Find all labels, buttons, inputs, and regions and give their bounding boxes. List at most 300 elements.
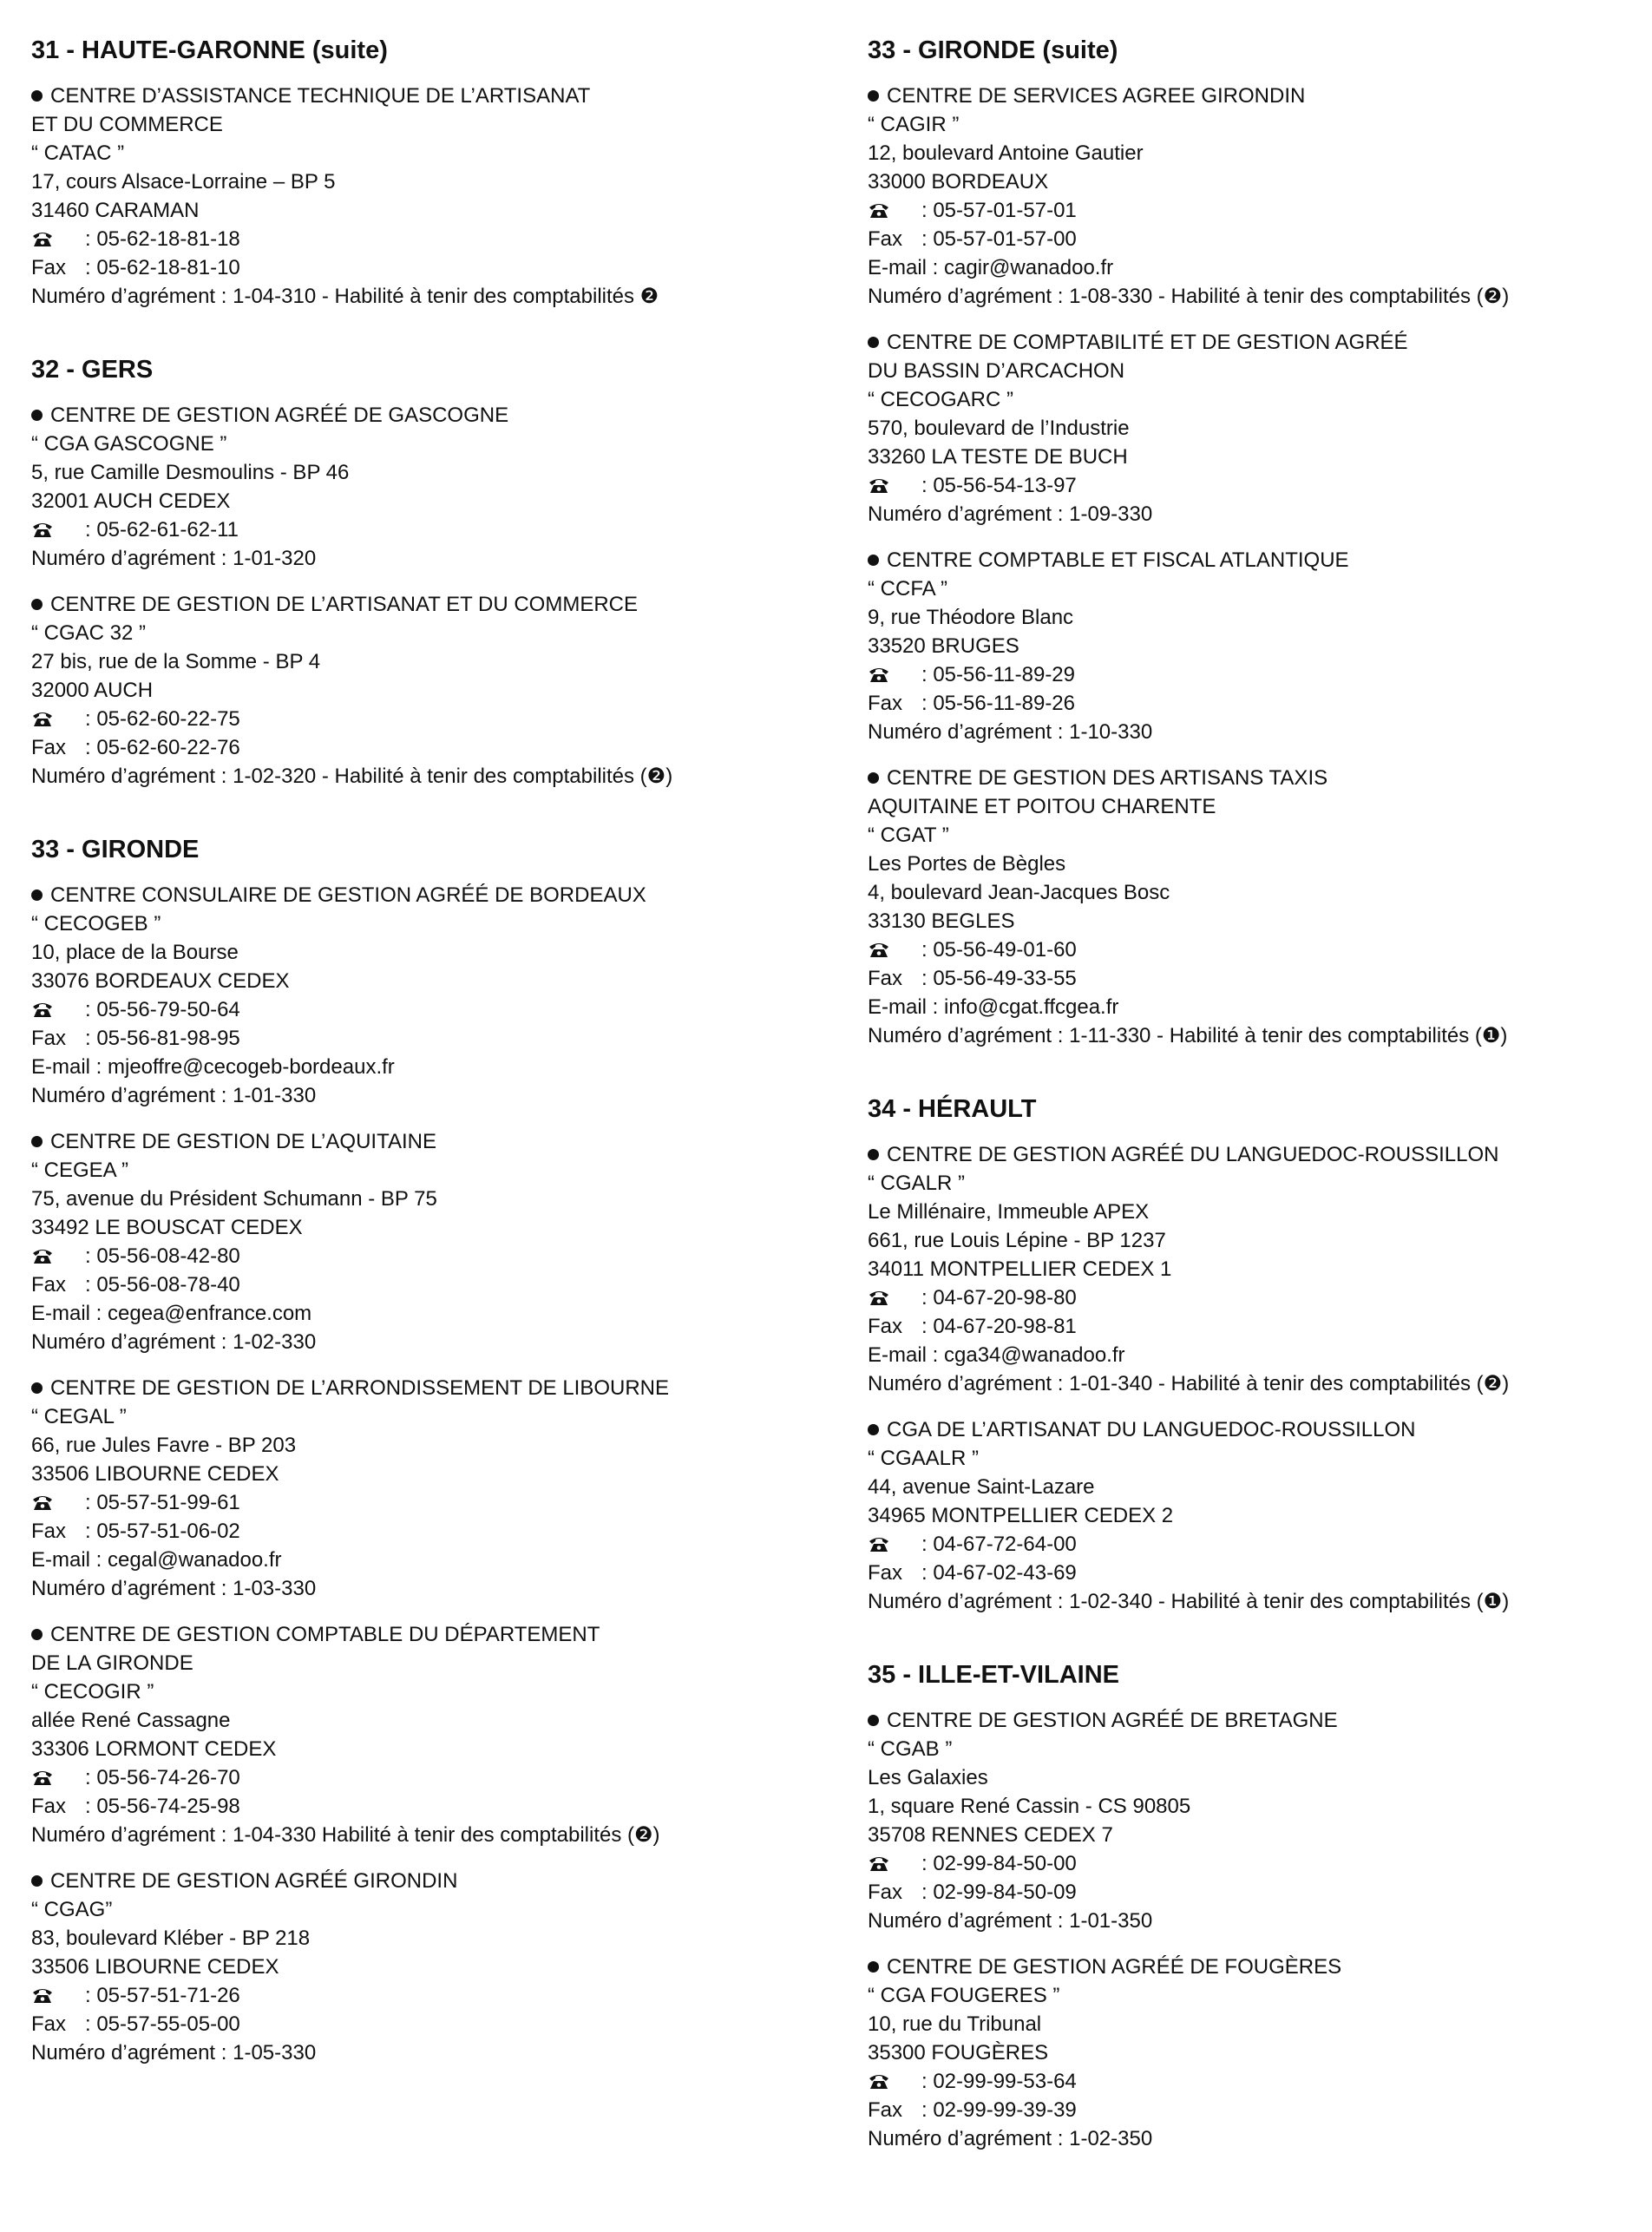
phone-icon: [868, 2071, 890, 2091]
entry-line: [31, 938, 838, 967]
line-text: 33520 BRUGES: [868, 634, 1019, 658]
entry-line: [31, 1185, 838, 1213]
line-text: CENTRE DE GESTION AGRÉÉ GIRONDIN: [50, 1869, 458, 1893]
phone-number: : 05-56-54-13-97: [921, 474, 1077, 497]
line-text: CENTRE DE COMPTABILITÉ ET DE GESTION AGRÉÉ: [887, 331, 1408, 354]
phone-number: : 05-57-51-99-61: [85, 1491, 240, 1514]
phone-icon-wrap: [868, 660, 921, 689]
section-gap: [868, 1616, 1652, 1659]
agrement-text: Numéro d’agrément : 1-04-330 Habilité à tenir des comptabilités (: [31, 1823, 635, 1847]
email-line: E-mail : cagir@wanadoo.fr: [868, 256, 1114, 279]
bullet-icon: [31, 1629, 43, 1640]
phone-icon-wrap: [868, 471, 921, 500]
entry-line: [868, 1763, 1652, 1792]
fax-label: Fax: [31, 1273, 67, 1297]
bullet-icon: [868, 1961, 879, 1973]
fax-label: Fax: [31, 256, 67, 279]
directory-entry: [868, 82, 1652, 311]
email-line: E-mail : info@cgat.ffcgea.fr: [868, 995, 1119, 1019]
entry-gap: [31, 1356, 838, 1374]
line-text: 33076 BORDEAUX CEDEX: [31, 969, 290, 993]
entry-name: [868, 1415, 1652, 1444]
fax-label: Fax: [868, 227, 903, 251]
fax-number: : 05-56-08-78-40: [85, 1273, 240, 1297]
phone-icon: [868, 1288, 890, 1307]
entry-line: [31, 967, 838, 995]
line-text: “ CECOGEB ”: [31, 912, 161, 935]
entry-name: [31, 590, 838, 619]
phone-line: [868, 2067, 1652, 2096]
agrement-badge: ❷: [639, 285, 659, 308]
line-text: 83, boulevard Kléber - BP 218: [31, 1927, 311, 1950]
agrement-line: [868, 1907, 1652, 1935]
entry-line: [868, 907, 1652, 935]
line-text: CENTRE DE GESTION AGRÉÉ DE GASCOGNE: [50, 404, 509, 427]
entry-line: [868, 792, 1652, 821]
phone-icon-wrap: [868, 196, 921, 225]
phone-line: [868, 935, 1652, 964]
phone-line: [868, 1849, 1652, 1878]
phone-line: [868, 1530, 1652, 1559]
fax-line: [31, 253, 838, 282]
phone-icon-wrap: [31, 1763, 85, 1792]
fax-line: [31, 2010, 838, 2038]
bullet-icon: [31, 1382, 43, 1394]
directory-entry: [868, 328, 1652, 528]
agrement-text: Numéro d’agrément : 1-04-310 - Habilité à tenir des comptabilités: [31, 285, 640, 308]
line-text: 32000 AUCH: [31, 679, 154, 702]
entry-line: [868, 357, 1652, 385]
directory-entry: [868, 764, 1652, 1050]
line-text: 33130 BEGLES: [868, 909, 1015, 933]
bullet-icon: [868, 1715, 879, 1726]
phone-icon-wrap: [868, 935, 921, 964]
phone-line: [31, 515, 838, 544]
phone-icon: [868, 1854, 890, 1873]
entry-name: [868, 82, 1652, 110]
line-text: 34965 MONTPELLIER CEDEX 2: [868, 1504, 1174, 1527]
fax-label: Fax: [31, 2012, 67, 2036]
entry-name: [868, 546, 1652, 574]
phone-line: [31, 1763, 838, 1792]
entry-line: [868, 1792, 1652, 1821]
line-text: DE LA GIRONDE: [31, 1651, 193, 1675]
line-text: “ CEGEA ”: [31, 1159, 129, 1182]
line-text: 9, rue Théodore Blanc: [868, 606, 1074, 629]
agrement-line: [868, 1021, 1652, 1050]
entry-line: [868, 443, 1652, 471]
line-text: CENTRE DE GESTION AGRÉÉ DE FOUGÈRES: [887, 1955, 1342, 1979]
line-text: 4, boulevard Jean-Jacques Bosc: [868, 881, 1170, 904]
entry-line: [31, 1156, 838, 1185]
line-text: “ CECOGARC ”: [868, 388, 1013, 411]
entry-line: [868, 1169, 1652, 1198]
phone-icon-wrap: [868, 2067, 921, 2096]
entry-name: [868, 1953, 1652, 1981]
line-text: 17, cours Alsace-Lorraine – BP 5: [31, 170, 336, 194]
phone-icon-wrap: [31, 1242, 85, 1270]
line-text: 12, boulevard Antoine Gautier: [868, 141, 1144, 165]
entry-gap: [868, 528, 1652, 546]
phone-icon-wrap: [868, 1283, 921, 1312]
fax-label: Fax: [868, 1315, 903, 1338]
bullet-icon: [868, 772, 879, 784]
entry-gap: [31, 1603, 838, 1620]
entry-line: [868, 2010, 1652, 2038]
heading-gap: [31, 385, 838, 401]
heading-gap: [868, 66, 1652, 82]
phone-icon-wrap: [31, 1488, 85, 1517]
line-text: “ CAGIR ”: [868, 113, 960, 136]
entry-name: [31, 1374, 838, 1402]
section-heading: 34 - HÉRAULT: [868, 1095, 1037, 1123]
line-text: 27 bis, rue de la Somme - BP 4: [31, 650, 321, 673]
fax-label: Fax: [868, 967, 903, 990]
entry-name: [868, 328, 1652, 357]
line-text: “ CGA GASCOGNE ”: [31, 432, 227, 456]
phone-icon: [31, 709, 54, 728]
bullet-icon: [31, 410, 43, 421]
entry-line: [31, 676, 838, 705]
agrement-text: Numéro d’agrément : 1-02-340 - Habilité à tenir des comptabilités (: [868, 1590, 1484, 1613]
phone-line: [31, 995, 838, 1024]
entry-line: [31, 1735, 838, 1763]
phone-line: [31, 1488, 838, 1517]
entry-line: [31, 487, 838, 515]
agrement-text: Numéro d’agrément : 1-02-350: [868, 2127, 1153, 2150]
line-text: 33306 LORMONT CEDEX: [31, 1737, 277, 1761]
phone-icon: [31, 520, 54, 539]
entry-name: [868, 1706, 1652, 1735]
phone-icon: [31, 1493, 54, 1512]
line-text: CENTRE DE GESTION AGRÉÉ DU LANGUEDOC-ROUSSILLON: [887, 1143, 1499, 1166]
agrement-text: Numéro d’agrément : 1-08-330 - Habilité à tenir des comptabilités (: [868, 285, 1484, 308]
line-text: CENTRE DE GESTION COMPTABLE DU DÉPARTEMENT: [50, 1623, 600, 1646]
phone-line: [31, 1242, 838, 1270]
phone-icon-wrap: [31, 225, 85, 253]
phone-icon: [31, 1000, 54, 1019]
left-column: [31, 35, 838, 2067]
line-text: CENTRE DE SERVICES AGREE GIRONDIN: [887, 84, 1306, 108]
entry-line: [31, 1402, 838, 1431]
fax-label: Fax: [868, 1561, 903, 1585]
section-gap: [31, 311, 838, 354]
directory-entry: [31, 82, 838, 311]
line-text: 33506 LIBOURNE CEDEX: [31, 1955, 279, 1979]
phone-number: : 05-56-49-01-60: [921, 938, 1077, 962]
directory-entry: [868, 1415, 1652, 1616]
line-text: 10, place de la Bourse: [31, 941, 239, 964]
entry-line: [868, 1981, 1652, 2010]
line-text: 1, square René Cassin - CS 90805: [868, 1795, 1191, 1818]
fax-number: : 04-67-20-98-81: [921, 1315, 1077, 1338]
bullet-icon: [868, 1149, 879, 1160]
entry-line: [31, 139, 838, 167]
line-text: “ CGAT ”: [868, 824, 949, 847]
phone-number: : 05-62-18-81-18: [85, 227, 240, 251]
agrement-close: ): [1502, 1372, 1510, 1395]
entry-line: [31, 110, 838, 139]
fax-number: : 02-99-99-39-39: [921, 2098, 1077, 2122]
fax-line: [868, 1559, 1652, 1587]
line-text: “ CGAG”: [31, 1898, 113, 1921]
entry-line: [31, 430, 838, 458]
agrement-text: Numéro d’agrément : 1-02-320 - Habilité à tenir des comptabilités (: [31, 765, 647, 788]
line-text: Le Millénaire, Immeuble APEX: [868, 1200, 1150, 1224]
fax-line: [31, 1517, 838, 1546]
line-text: CENTRE DE GESTION DE L’AQUITAINE: [50, 1130, 436, 1153]
fax-line: [868, 1878, 1652, 1907]
bullet-icon: [868, 555, 879, 566]
line-text: CENTRE DE GESTION DE L’ARTISANAT ET DU COMMERCE: [50, 593, 638, 616]
agrement-text: Numéro d’agrément : 1-10-330: [868, 720, 1153, 744]
directory-entry: [868, 1140, 1652, 1398]
entry-line: [31, 1924, 838, 1953]
heading-gap: [868, 1690, 1652, 1706]
line-text: 5, rue Camille Desmoulins - BP 46: [31, 461, 350, 484]
phone-icon-wrap: [31, 995, 85, 1024]
phone-number: : 05-57-51-71-26: [85, 1984, 240, 2007]
phone-icon: [868, 940, 890, 959]
agrement-line: [31, 762, 838, 791]
email-line: E-mail : cegal@wanadoo.fr: [31, 1548, 282, 1572]
line-text: “ CGAALR ”: [868, 1447, 980, 1470]
line-text: “ CCFA ”: [868, 577, 948, 601]
bullet-icon: [868, 337, 879, 348]
line-text: 75, avenue du Président Schumann - BP 75: [31, 1187, 437, 1211]
agrement-text: Numéro d’agrément : 1-05-330: [31, 2041, 317, 2065]
agrement-close: ): [1502, 1590, 1510, 1613]
entry-line: [868, 850, 1652, 878]
bullet-icon: [31, 1136, 43, 1147]
agrement-close: ): [1502, 285, 1510, 308]
phone-number: : 05-56-11-89-29: [921, 663, 1075, 686]
directory-entry: [868, 1706, 1652, 1935]
entry-name: [31, 82, 838, 110]
entry-line: [31, 1677, 838, 1706]
phone-icon: [31, 1768, 54, 1787]
entry-line: [31, 1460, 838, 1488]
agrement-text: Numéro d’agrément : 1-01-340 - Habilité à tenir des comptabilités (: [868, 1372, 1484, 1395]
entry-name: [31, 1867, 838, 1895]
entry-name: [31, 401, 838, 430]
directory-entry: [31, 1127, 838, 1356]
fax-number: : 02-99-84-50-09: [921, 1881, 1077, 1904]
fax-line: [31, 1270, 838, 1299]
phone-number: : 05-62-60-22-75: [85, 707, 240, 731]
line-text: “ CGALR ”: [868, 1172, 966, 1195]
entry-line: [868, 603, 1652, 632]
phone-number: : 04-67-72-64-00: [921, 1533, 1077, 1556]
fax-label: Fax: [31, 1795, 67, 1818]
line-text: 35708 RENNES CEDEX 7: [868, 1823, 1113, 1847]
agrement-badge: ❷: [1483, 285, 1503, 308]
email-line: E-mail : cga34@wanadoo.fr: [868, 1343, 1125, 1367]
phone-icon: [868, 665, 890, 684]
line-text: CGA DE L’ARTISANAT DU LANGUEDOC-ROUSSILLON: [887, 1418, 1416, 1441]
line-text: 35300 FOUGÈRES: [868, 2041, 1049, 2065]
phone-number: : 02-99-84-50-00: [921, 1852, 1077, 1875]
entry-gap: [868, 1398, 1652, 1415]
entry-line: [868, 167, 1652, 196]
entry-line: [868, 1226, 1652, 1255]
line-text: 33492 LE BOUSCAT CEDEX: [31, 1216, 303, 1239]
phone-icon-wrap: [31, 1981, 85, 2010]
phone-icon-wrap: [31, 515, 85, 544]
agrement-text: Numéro d’agrément : 1-03-330: [31, 1577, 317, 1600]
fax-line: [868, 689, 1652, 718]
agrement-line: [31, 2038, 838, 2067]
bullet-icon: [31, 90, 43, 102]
phone-icon: [31, 229, 54, 248]
agrement-text: Numéro d’agrément : 1-01-320: [31, 547, 317, 570]
entry-name: [31, 881, 838, 909]
section-heading: 33 - GIRONDE: [31, 836, 200, 863]
agrement-text: Numéro d’agrément : 1-11-330 - Habilité à tenir des comptabilités (: [868, 1024, 1482, 1047]
agrement-line: [868, 282, 1652, 311]
heading-gap: [31, 66, 838, 82]
phone-number: : 05-57-01-57-01: [921, 199, 1077, 222]
fax-number: : 05-56-81-98-95: [85, 1027, 240, 1050]
entry-line: [868, 821, 1652, 850]
phone-line: [31, 705, 838, 733]
fax-number: : 05-62-18-81-10: [85, 256, 240, 279]
entry-line: [31, 458, 838, 487]
directory-entry: [31, 401, 838, 573]
bullet-icon: [868, 1424, 879, 1435]
fax-label: Fax: [31, 1520, 67, 1543]
fax-label: Fax: [31, 1027, 67, 1050]
agrement-line: [31, 1821, 838, 1849]
line-text: 33260 LA TESTE DE BUCH: [868, 445, 1128, 469]
agrement-text: Numéro d’agrément : 1-02-330: [31, 1330, 317, 1354]
entry-name: [31, 1127, 838, 1156]
entry-line: [31, 1213, 838, 1242]
line-text: “ CGA FOUGERES ”: [868, 1984, 1060, 2007]
entry-line: [31, 196, 838, 225]
entry-line: [31, 1953, 838, 1981]
phone-icon: [31, 1986, 54, 2005]
line-text: CENTRE CONSULAIRE DE GESTION AGRÉÉ DE BORDEAUX: [50, 883, 646, 907]
line-text: Les Galaxies: [868, 1766, 988, 1789]
entry-line: [31, 167, 838, 196]
agrement-close: ): [665, 765, 673, 788]
phone-line: [868, 196, 1652, 225]
heading-gap: [31, 865, 838, 881]
line-text: Les Portes de Bègles: [868, 852, 1066, 876]
section-gap: [868, 1050, 1652, 1093]
line-text: CENTRE DE GESTION DE L’ARRONDISSEMENT DE LIBOURNE: [50, 1376, 670, 1400]
section-gap: [31, 791, 838, 834]
phone-number: : 02-99-99-53-64: [921, 2070, 1077, 2093]
directory-entry: [31, 1374, 838, 1603]
phone-icon-wrap: [31, 705, 85, 733]
line-text: 44, avenue Saint-Lazare: [868, 1475, 1095, 1499]
fax-number: : 05-57-51-06-02: [85, 1520, 240, 1543]
agrement-line: [31, 1081, 838, 1110]
line-text: DU BASSIN D’ARCACHON: [868, 359, 1125, 383]
entry-line: [31, 619, 838, 647]
entry-line: [868, 1473, 1652, 1501]
section-heading: 31 - HAUTE-GARONNE (suite): [31, 36, 388, 64]
agrement-text: Numéro d’agrément : 1-09-330: [868, 502, 1153, 526]
line-text: 33506 LIBOURNE CEDEX: [31, 1462, 279, 1486]
entry-line: [31, 909, 838, 938]
line-text: 66, rue Jules Favre - BP 203: [31, 1434, 297, 1457]
entry-name: [868, 1140, 1652, 1169]
fax-label: Fax: [868, 1881, 903, 1904]
entry-line: [868, 1255, 1652, 1283]
entry-line: [31, 1706, 838, 1735]
line-text: ET DU COMMERCE: [31, 113, 223, 136]
bullet-icon: [31, 1875, 43, 1887]
agrement-line: [31, 544, 838, 573]
fax-line: [31, 733, 838, 762]
phone-icon: [868, 476, 890, 495]
email-line: E-mail : mjeoffre@cecogeb-bordeaux.fr: [31, 1055, 395, 1079]
line-text: 661, rue Louis Lépine - BP 1237: [868, 1229, 1166, 1252]
fax-line: [868, 964, 1652, 993]
line-text: CENTRE COMPTABLE ET FISCAL ATLANTIQUE: [887, 548, 1349, 572]
agrement-line: [31, 1328, 838, 1356]
fax-line: [31, 1792, 838, 1821]
directory-entry: [31, 590, 838, 791]
agrement-line: [868, 2124, 1652, 2153]
line-text: 570, boulevard de l’Industrie: [868, 417, 1130, 440]
fax-label: Fax: [31, 736, 67, 759]
email-line: E-mail : cegea@enfrance.com: [31, 1302, 312, 1325]
entry-line: [868, 2038, 1652, 2067]
heading-gap: [868, 1125, 1652, 1140]
entry-name: [868, 764, 1652, 792]
section-heading: 32 - GERS: [31, 356, 154, 384]
entry-line: [31, 1895, 838, 1924]
line-text: 10, rue du Tribunal: [868, 2012, 1042, 2036]
entry-name: [31, 1620, 838, 1649]
agrement-badge: ❷: [634, 1823, 653, 1847]
entry-line: [868, 878, 1652, 907]
phone-icon-wrap: [868, 1849, 921, 1878]
entry-line: [31, 1649, 838, 1677]
agrement-badge: ❷: [646, 765, 666, 788]
phone-line: [31, 225, 838, 253]
directory-entry: [868, 546, 1652, 746]
fax-line: [868, 2096, 1652, 2124]
section-heading: 33 - GIRONDE (suite): [868, 36, 1118, 64]
line-text: 34011 MONTPELLIER CEDEX 1: [868, 1257, 1172, 1281]
entry-line: [868, 139, 1652, 167]
entry-line: [868, 1501, 1652, 1530]
agrement-line: [31, 1574, 838, 1603]
phone-icon-wrap: [868, 1530, 921, 1559]
entry-line: [868, 632, 1652, 660]
directory-entry: [868, 1953, 1652, 2153]
fax-number: : 05-57-55-05-00: [85, 2012, 240, 2036]
fax-label: Fax: [868, 692, 903, 715]
fax-number: : 04-67-02-43-69: [921, 1561, 1077, 1585]
agrement-close: ): [1500, 1024, 1508, 1047]
entry-gap: [868, 1935, 1652, 1953]
directory-entry: [31, 1867, 838, 2067]
agrement-line: [868, 500, 1652, 528]
entry-gap: [868, 311, 1652, 328]
entry-line: [868, 414, 1652, 443]
fax-number: : 05-57-01-57-00: [921, 227, 1077, 251]
line-text: allée René Cassagne: [31, 1709, 231, 1732]
bullet-icon: [31, 599, 43, 610]
entry-line: [868, 1198, 1652, 1226]
entry-gap: [31, 1110, 838, 1127]
